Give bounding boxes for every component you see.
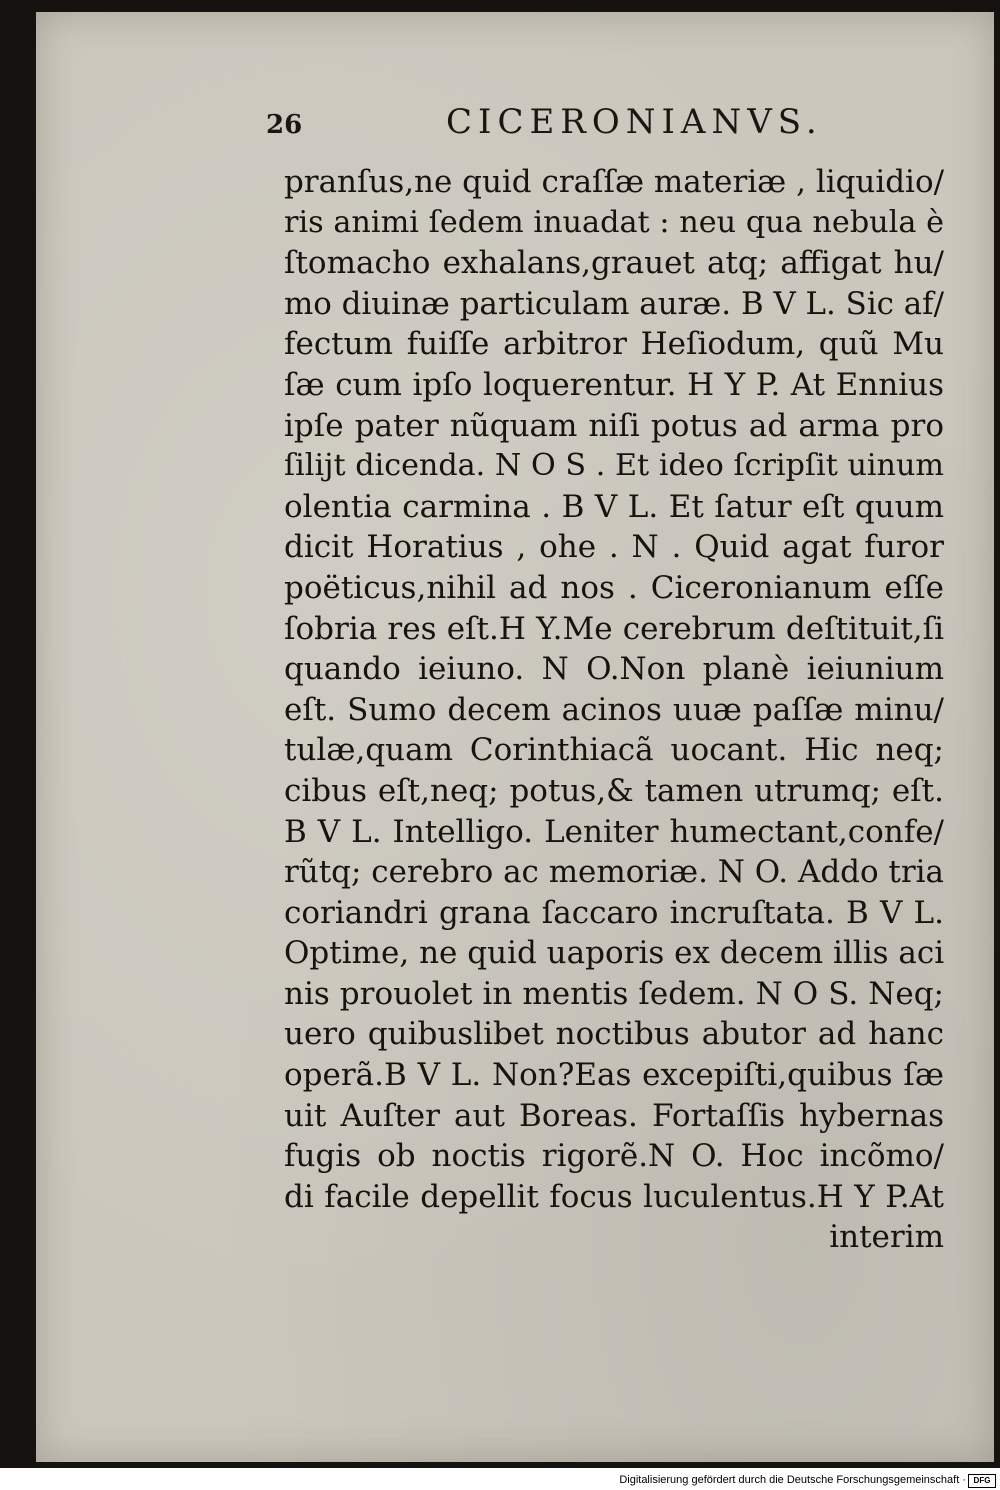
text-line: cibus eſt,neq; potus,& tamen utrumq; eſt. [284,772,944,809]
text-line: dicit Horatius , ohe . N . Quid agat furor [284,529,944,566]
text-line: ſilijt dicenda. N O S . Et ideo ſcripſit uinum [284,448,944,484]
digitization-credit: Digitalisierung gefördert durch die Deutsche Forschungsgemeinschaft · [619,1474,966,1486]
running-title: CICERONIANVS. [446,102,823,142]
dfg-logo: DFG [968,1474,996,1488]
text-line: quando ieiuno. N O.Non planè ieiunium [284,651,944,688]
book-page [36,12,994,1462]
catchword: interim [829,1219,944,1256]
text-line: ſobria res eſt.H Y.Me cerebrum deſtituit,ſi [284,610,944,647]
text-line: ris animi ſedem inuadat : neu qua nebula è [284,204,944,240]
text-line: uero quibuslibet noctibus abutor ad hanc [284,1016,944,1053]
text-line: tulæ,quam Corinthiacã uocant. Hic neq; [284,732,944,769]
text-line: ſæ cum ipſo loquerentur. H Y P. At Ennius [284,366,944,403]
text-line: mo diuinæ particulam auræ. B V L. Sic af/ [284,285,944,322]
text-line: ſtomacho exhalans,grauet atq; affigat hu/ [284,245,944,282]
text-line: fectum fuiſſe arbitror Heſiodum, quũ Mu [284,326,944,363]
text-line: operã.B V L. Non?Eas excepiſti,quibus ſæ [284,1057,944,1094]
page-number: 26 [266,110,303,140]
text-line: Optime, ne quid uaporis ex decem illis aci [284,935,945,972]
text-line: ipſe pater nũquam niſi potus ad arma pro [284,407,944,444]
text-line: di facile depellit focus luculentus.H Y P.At [284,1178,944,1215]
text-line: eſt. Sumo decem acinos uuæ paſſæ minu/ [284,691,944,728]
text-line: fugis ob noctis rigorẽ.N O. Hoc incõmo/ [284,1138,944,1175]
text-line: B V L. Intelligo. Leniter humectant,confe/ [284,813,944,850]
page-header [266,102,826,152]
text-line: coriandri grana ſaccaro incruſtata. B V L. [284,894,944,931]
text-line: olentia carmina . B V L. Et ſatur eſt quum [284,488,944,525]
text-line: nis prouolet in mentis ſedem. N O S. Neq; [284,975,944,1012]
text-line: rũtq; cerebro ac memoriæ. N O. Addo tria [284,854,944,891]
text-line: poëticus,nihil ad nos . Ciceronianum eſſe [284,569,944,606]
text-line: uit Auſter aut Boreas. Fortaſſis hybernas [284,1097,944,1134]
text-line: pranſus,ne quid craſſæ materiæ , liquidio/ [284,164,944,200]
body-text [284,162,944,1258]
